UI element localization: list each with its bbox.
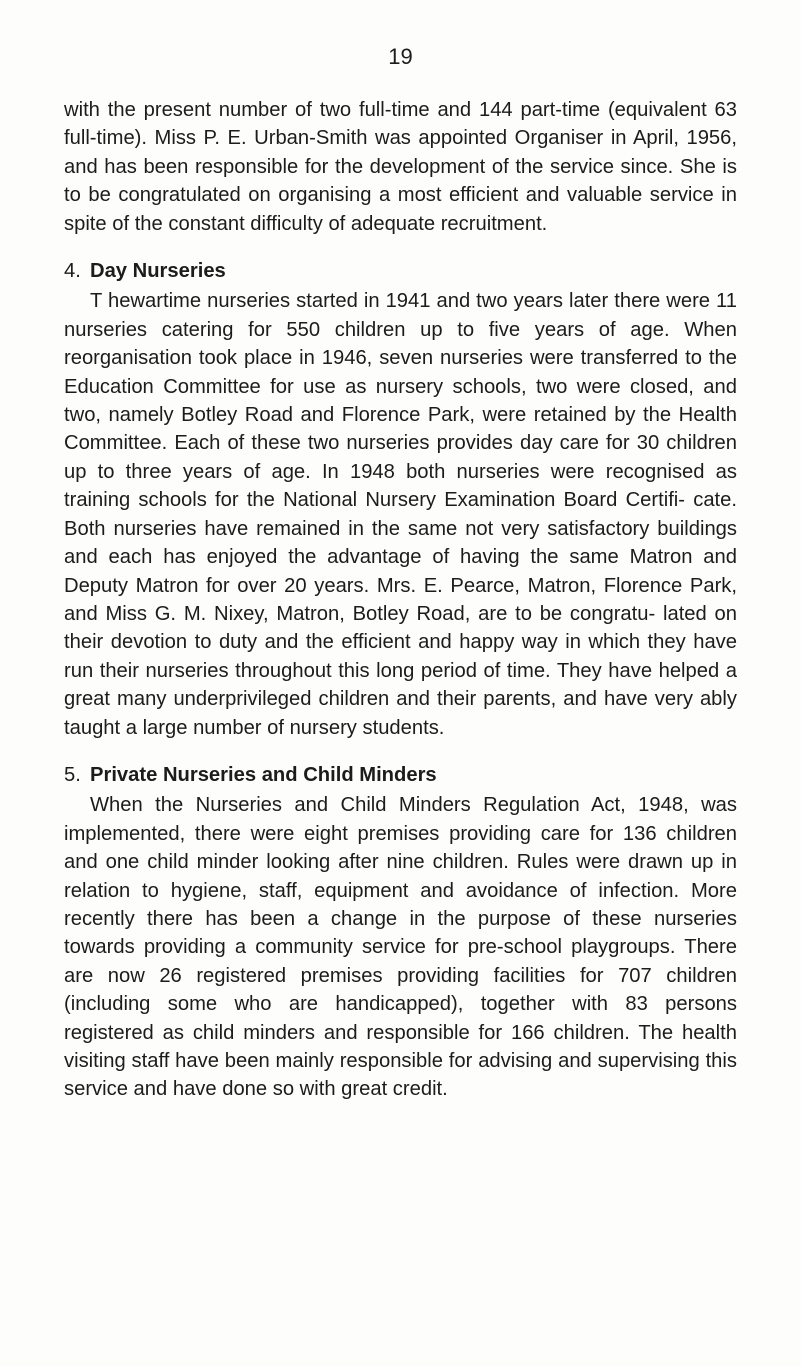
page-number: 19	[388, 44, 413, 69]
section-body-private-nurseries: When the Nurseries and Child Minders Regulation Act, 1948, was implemented, there were eight premises providing care for 136 children and one child minder looking after nine children. Rules were drawn up in relation to hygiene, staff, equipment and avoidance of infection. More recently there has been a change in the purpose of these nurseries towards providing a community service for pre-school playgroups. There are now 26 registered premises providing facilities for 707 children (including some who are handicapped), together with 83 persons registered as child minders and responsible for 166 children. The health visiting staff have been mainly responsible for advising and supervising this service and have done so with great credit.	[64, 794, 737, 1101]
section-number: 4.	[64, 260, 81, 283]
intro-paragraph: with the present number of two full-time and 144 part-time (equivalent 63 full-time). Miss P. E. Urban-Smith was appointed Organiser in April, 1956, and has been responsible for the development of the service since. She is to be congratulated on organising a most efficient and valuable service in spite of the constant difficulty of adequate recruitment.	[64, 99, 737, 235]
section-heading-private-nurseries	[64, 761, 737, 789]
section-number: 5.	[64, 763, 81, 786]
section-title: Day Nurseries	[90, 260, 226, 283]
section-body-day-nurseries: T hewartime nurseries started in 1941 and two years later there were 11 nurseries catering for 550 children up to five years of age. When reorganisation took place in 1946, seven nurseries were transferred to the Education Committee for use as nursery schools, two were closed, and two, namely Botley Road and Florence Park, were retained by the Health Committee. Each of these two nurseries provides day care for 30 children up to three years of age. In 1948 both nurseries were recognised as training schools for the National Nursery Examination Board Certifi- cate. Both nurseries have remained in the same not very satisfactory buildings and each has enjoyed the advantage of having the same Matron and Deputy Matron for over 20 years. Mrs. E. Pearce, Matron, Florence Park, and Miss G. M. Nixey, Matron, Botley Road, are to be congratu- lated on their devotion to duty and the efficient and happy way in which they have run their nurseries throughout this long period of time. They have helped a great many underprivileged children and their parents, and have very ably taught a large number of nursery students.	[64, 290, 737, 739]
section-heading-day-nurseries	[64, 257, 737, 285]
section-title: Private Nurseries and Child Minders	[90, 763, 437, 786]
page-content	[64, 96, 737, 1104]
